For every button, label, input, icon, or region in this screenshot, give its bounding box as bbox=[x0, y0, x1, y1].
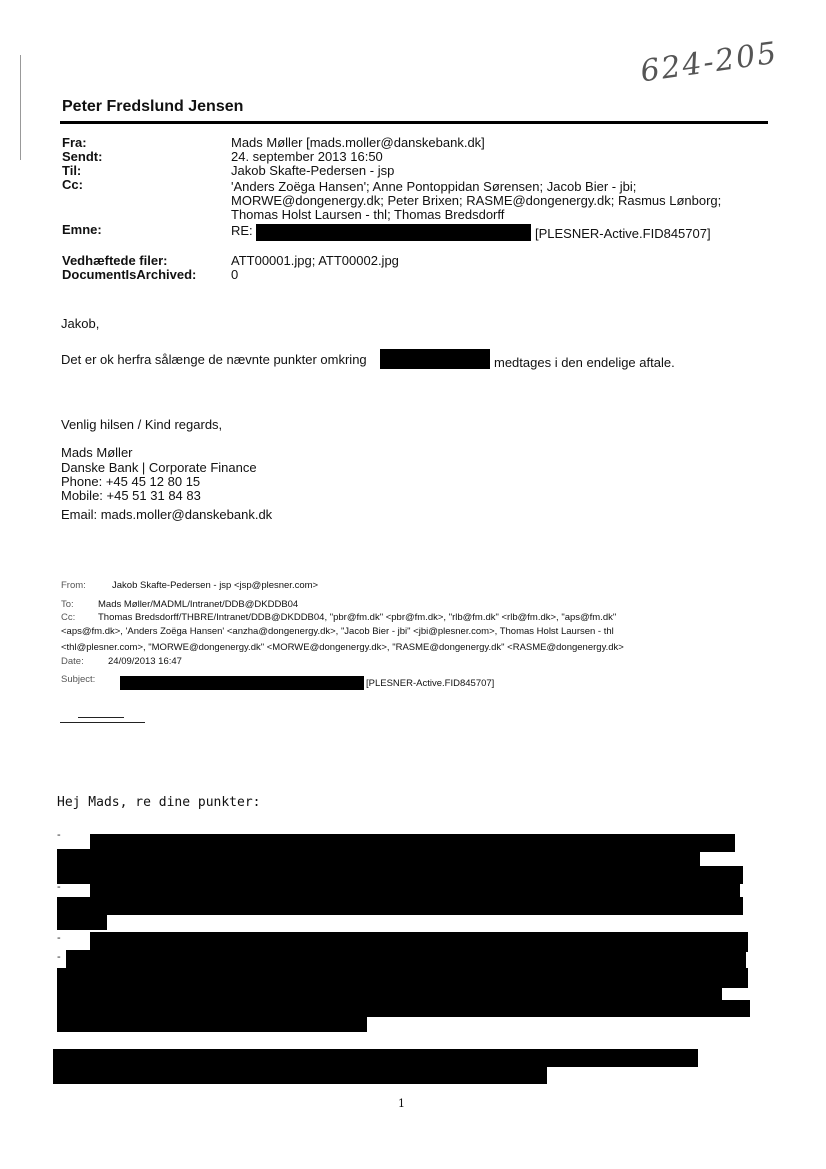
fw-subject-redaction bbox=[120, 676, 364, 690]
redacted-block bbox=[57, 897, 743, 915]
greeting: Jakob, bbox=[61, 316, 100, 331]
signature-mobile: Mobile: +45 51 31 84 83 bbox=[61, 488, 201, 503]
bullet-marker: - bbox=[57, 881, 61, 893]
sent-value: 24. september 2013 16:50 bbox=[231, 149, 383, 164]
fw-to-label: To: bbox=[61, 599, 74, 610]
subject-label: Emne: bbox=[62, 222, 102, 237]
fw-cc-label: Cc: bbox=[61, 612, 76, 623]
subject-redaction bbox=[256, 224, 531, 241]
closing: Venlig hilsen / Kind regards, bbox=[61, 417, 223, 432]
archived-value: 0 bbox=[231, 267, 239, 282]
fw-to-value: Mads Møller/MADML/Intranet/DDB@DKDDB04 bbox=[98, 599, 299, 610]
mailbox-owner-heading: Peter Fredslund Jensen bbox=[62, 98, 244, 115]
fw-date-value: 24/09/2013 16:47 bbox=[108, 656, 182, 667]
signature-email: Email: mads.moller@danskebank.dk bbox=[61, 507, 273, 522]
attachments-label: Vedhæftede filer: bbox=[62, 253, 168, 268]
bullet-marker: - bbox=[57, 829, 61, 841]
fw-cc-line-3: <thl@plesner.com>, "MORWE@dongenergy.dk" <MORWE@dongenergy.dk>, "RASME@dongenergy.dk" <RASME@dongenergy.dk> bbox=[61, 642, 624, 653]
from-label: Fra: bbox=[62, 135, 87, 150]
from-value: Mads Møller [mads.moller@danskebank.dk] bbox=[231, 135, 485, 150]
reply-intro: Hej Mads, re dine punkter: bbox=[57, 795, 261, 810]
to-value: Jakob Skafte-Pedersen - jsp bbox=[231, 163, 395, 178]
body-line-end: medtages i den endelige aftale. bbox=[494, 355, 675, 370]
redacted-block bbox=[53, 1065, 547, 1084]
sent-label: Sendt: bbox=[62, 149, 103, 164]
body-redaction bbox=[380, 349, 490, 369]
signature-company: Danske Bank | Corporate Finance bbox=[61, 460, 257, 475]
fw-from-label: From: bbox=[61, 580, 86, 591]
body-line-start: Det er ok herfra sålænge de nævnte punkter omkring bbox=[61, 352, 367, 367]
subject-prefix: RE: bbox=[231, 223, 253, 238]
bullet-marker: - bbox=[57, 951, 61, 963]
redacted-block bbox=[66, 950, 746, 970]
bullet-marker: - bbox=[57, 932, 61, 944]
archived-label: DocumentIsArchived: bbox=[62, 267, 197, 282]
fw-subject-label: Subject: bbox=[61, 674, 96, 685]
handwritten-document-number: 624-205 bbox=[638, 35, 781, 90]
attachments-value: ATT00001.jpg; ATT00002.jpg bbox=[231, 253, 399, 268]
separator-line bbox=[78, 717, 124, 718]
page-number: 1 bbox=[398, 1097, 405, 1110]
cc-value-line-3: Thomas Holst Laursen - thl; Thomas Bredsdorff bbox=[231, 207, 505, 222]
cc-value-line-2: MORWE@dongenergy.dk; Peter Brixen; RASME@dongenergy.dk; Rasmus Lønborg; bbox=[231, 193, 722, 208]
fw-from-value: Jakob Skafte-Pedersen - jsp <jsp@plesner.com> bbox=[112, 580, 319, 591]
signature-name: Mads Møller bbox=[61, 445, 133, 460]
redacted-block bbox=[90, 932, 748, 952]
cc-value-line-1: 'Anders Zoëga Hansen'; Anne Pontoppidan Sørensen; Jacob Bier - jbi; bbox=[231, 179, 637, 194]
subject-suffix: [PLESNER-Active.FID845707] bbox=[535, 226, 711, 241]
fw-date-label: Date: bbox=[61, 656, 84, 667]
redacted-block bbox=[57, 1015, 367, 1032]
header-divider bbox=[60, 121, 768, 124]
to-label: Til: bbox=[62, 163, 82, 178]
fw-subject-suffix: [PLESNER-Active.FID845707] bbox=[366, 678, 495, 689]
fw-cc-line-2: <aps@fm.dk>, 'Anders Zoëga Hansen' <anzha@dongenergy.dk>, "Jacob Bier - jbi" <jbi@plesner.com>, Thomas Holst Laursen - thl bbox=[61, 626, 614, 637]
cc-label: Cc: bbox=[62, 177, 83, 192]
fw-cc-line-1: Thomas Bredsdorff/THBRE/Intranet/DDB@DKDDB04, "pbr@fm.dk" <pbr@fm.dk>, "rlb@fm.dk" <rlb@fm.dk>, "aps@fm.dk" bbox=[98, 612, 617, 623]
separator-line bbox=[60, 722, 145, 723]
redacted-block bbox=[57, 913, 107, 930]
signature-phone: Phone: +45 45 12 80 15 bbox=[61, 474, 201, 489]
scan-margin-mark bbox=[20, 55, 21, 160]
